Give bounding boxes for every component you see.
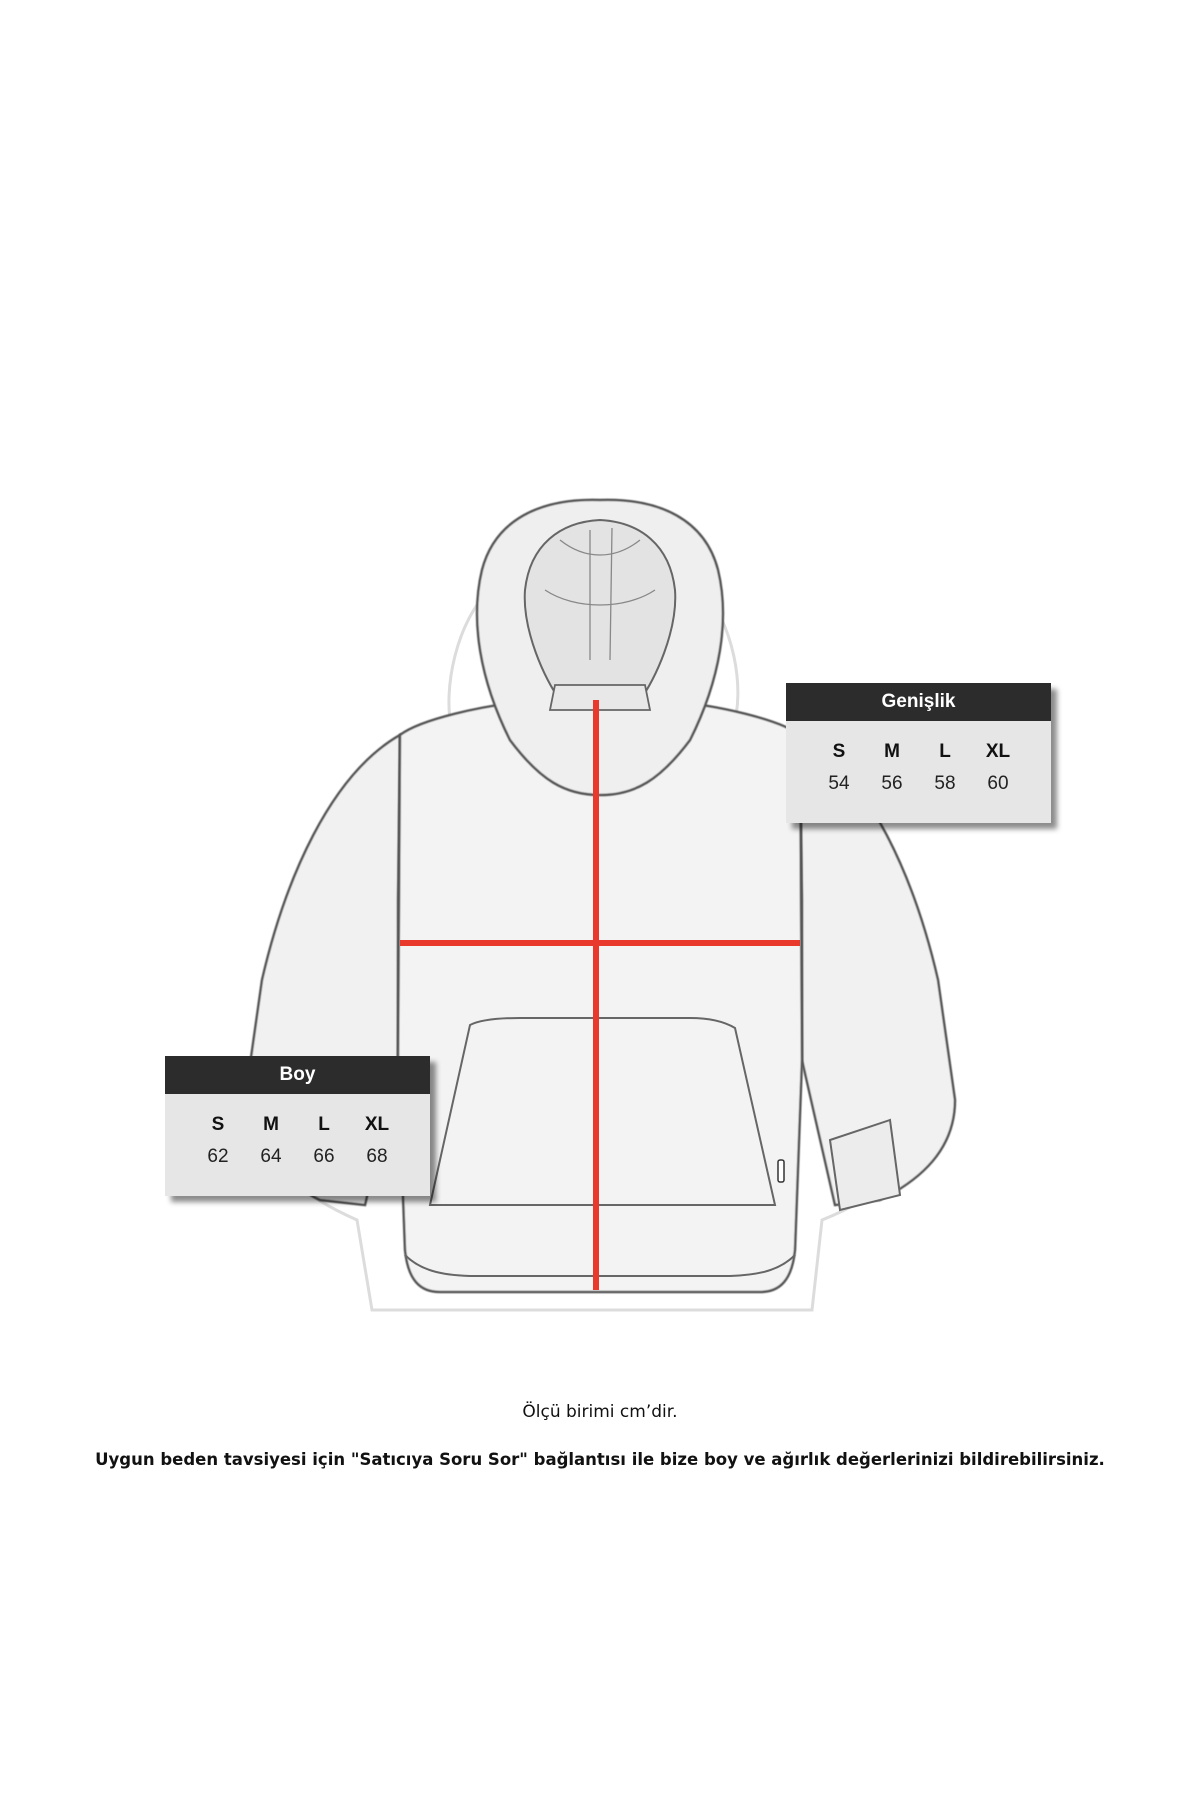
width-size-table (786, 683, 1051, 823)
width-value-m: 56 (881, 773, 903, 794)
width-value-s: 54 (828, 773, 850, 794)
width-size-m: M (884, 741, 900, 762)
length-value-s: 62 (207, 1146, 229, 1167)
length-size-table (165, 1056, 430, 1196)
length-table-title: Boy (165, 1056, 430, 1094)
zipper-pull (778, 1160, 784, 1182)
collar (550, 685, 650, 710)
unit-note: Ölçü birimi cm’dir. (522, 1402, 678, 1422)
width-size-s: S (832, 741, 846, 762)
length-value-l: 66 (313, 1146, 335, 1167)
size-advice-note: Uygun beden tavsiyesi için "Satıcıya Soru Sor" bağlantısı ile bize boy ve ağırlık değerlerinizi bildirebilirsiniz. (95, 1450, 1105, 1469)
length-value-m: 64 (260, 1146, 282, 1167)
length-size-l: L (318, 1114, 330, 1135)
length-size-m: M (263, 1114, 279, 1135)
length-value-xl: 68 (366, 1146, 388, 1167)
length-size-xl: XL (364, 1114, 390, 1135)
length-size-s: S (211, 1114, 225, 1135)
width-table-title: Genişlik (786, 683, 1051, 721)
width-size-l: L (939, 741, 951, 762)
width-size-xl: XL (985, 741, 1011, 762)
width-value-xl: 60 (987, 773, 1009, 794)
hood-opening (525, 520, 676, 700)
width-value-l: 58 (934, 773, 956, 794)
